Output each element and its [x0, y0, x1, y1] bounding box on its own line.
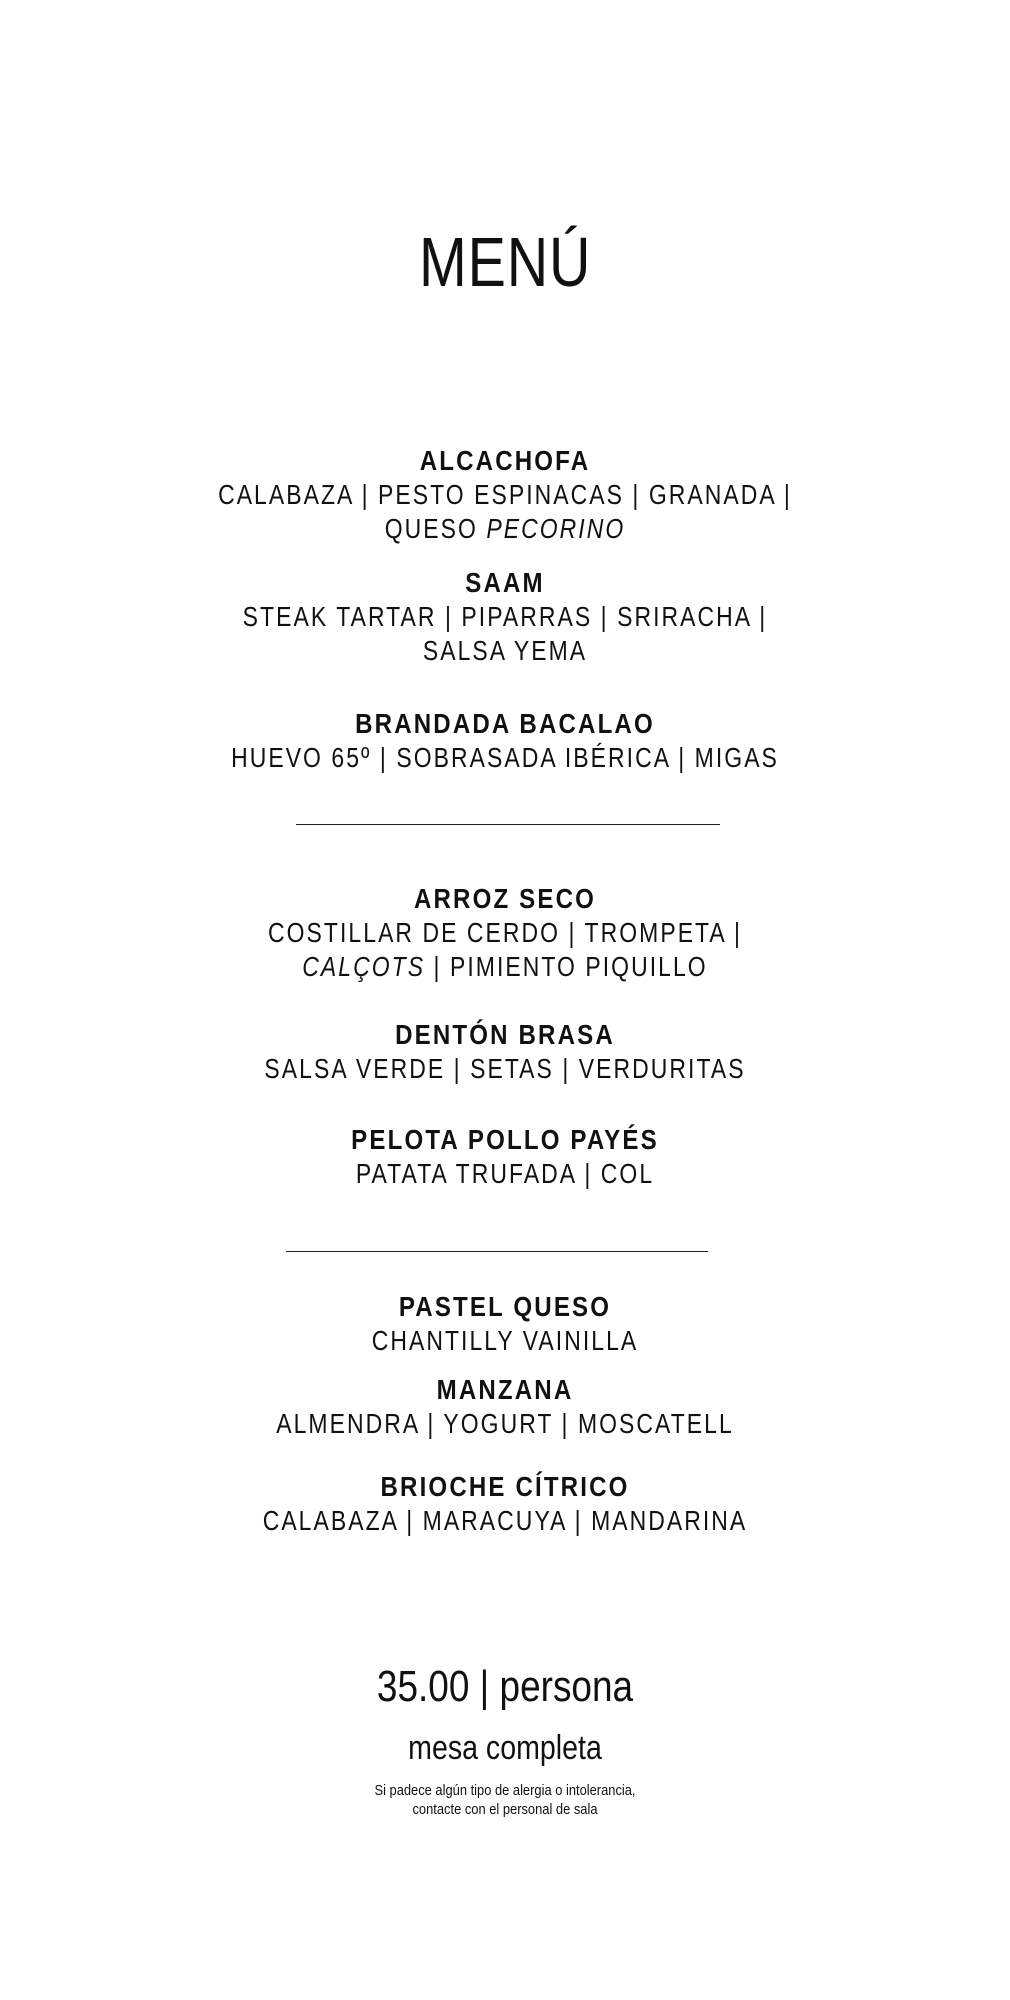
dish-name: BRANDADA BACALAO — [355, 708, 655, 739]
section-divider — [286, 1251, 708, 1252]
dish-name: PELOTA POLLO PAYÉS — [351, 1124, 659, 1155]
dish-description-line2: QUESO PECORINO — [384, 513, 626, 544]
price: 35.00 | persona — [376, 1662, 634, 1711]
dish-description-line2: CALÇOTS | PIMIENTO PIQUILLO — [302, 951, 708, 982]
dish-denton-brasa — [0, 1018, 1010, 1086]
dish-description: HUEVO 65º | SOBRASADA IBÉRICA | MIGAS — [231, 742, 779, 773]
price-condition: mesa completa — [408, 1729, 602, 1767]
section-divider — [296, 824, 720, 825]
dish-name: BRIOCHE CÍTRICO — [380, 1471, 630, 1502]
dish-name: SAAM — [465, 567, 545, 598]
dish-brioche-citrico — [0, 1470, 1010, 1538]
dish-name: PASTEL QUESO — [398, 1291, 612, 1322]
dish-description: SALSA VERDE | SETAS | VERDURITAS — [264, 1053, 746, 1084]
dish-description: CALABAZA | MARACUYA | MANDARINA — [262, 1505, 748, 1536]
dish-description: COSTILLAR DE CERDO | TROMPETA | — [268, 917, 742, 948]
dish-description: PATATA TRUFADA | COL — [355, 1158, 655, 1189]
allergy-note-line1: Si padece algún tipo de alergia o intolerancia, — [374, 1782, 636, 1799]
dish-name: MANZANA — [436, 1374, 574, 1405]
menu-title: MENÚ — [419, 223, 592, 301]
dish-pastel-queso — [0, 1290, 1010, 1358]
dish-description: CHANTILLY VAINILLA — [371, 1325, 639, 1356]
allergy-note-line2: contacte con el personal de sala — [412, 1801, 598, 1818]
dish-alcachofa — [0, 444, 1010, 546]
dish-name: DENTÓN BRASA — [395, 1019, 615, 1050]
dish-name: ARROZ SECO — [413, 883, 597, 914]
dish-pelota-pollo-payes — [0, 1123, 1010, 1191]
dish-name: ALCACHOFA — [419, 445, 591, 476]
dish-description: STEAK TARTAR | PIPARRAS | SRIRACHA | — [242, 601, 768, 632]
dish-saam — [0, 566, 1010, 668]
dish-description: ALMENDRA | YOGURT | MOSCATELL — [276, 1408, 734, 1439]
allergy-note — [71, 1781, 940, 1819]
dish-brandada-bacalao — [0, 707, 1010, 775]
dish-manzana — [0, 1373, 1010, 1441]
dish-arroz-seco — [0, 882, 1010, 984]
dish-description-line2: SALSA YEMA — [422, 635, 588, 666]
dish-description: CALABAZA | PESTO ESPINACAS | GRANADA | — [218, 479, 792, 510]
